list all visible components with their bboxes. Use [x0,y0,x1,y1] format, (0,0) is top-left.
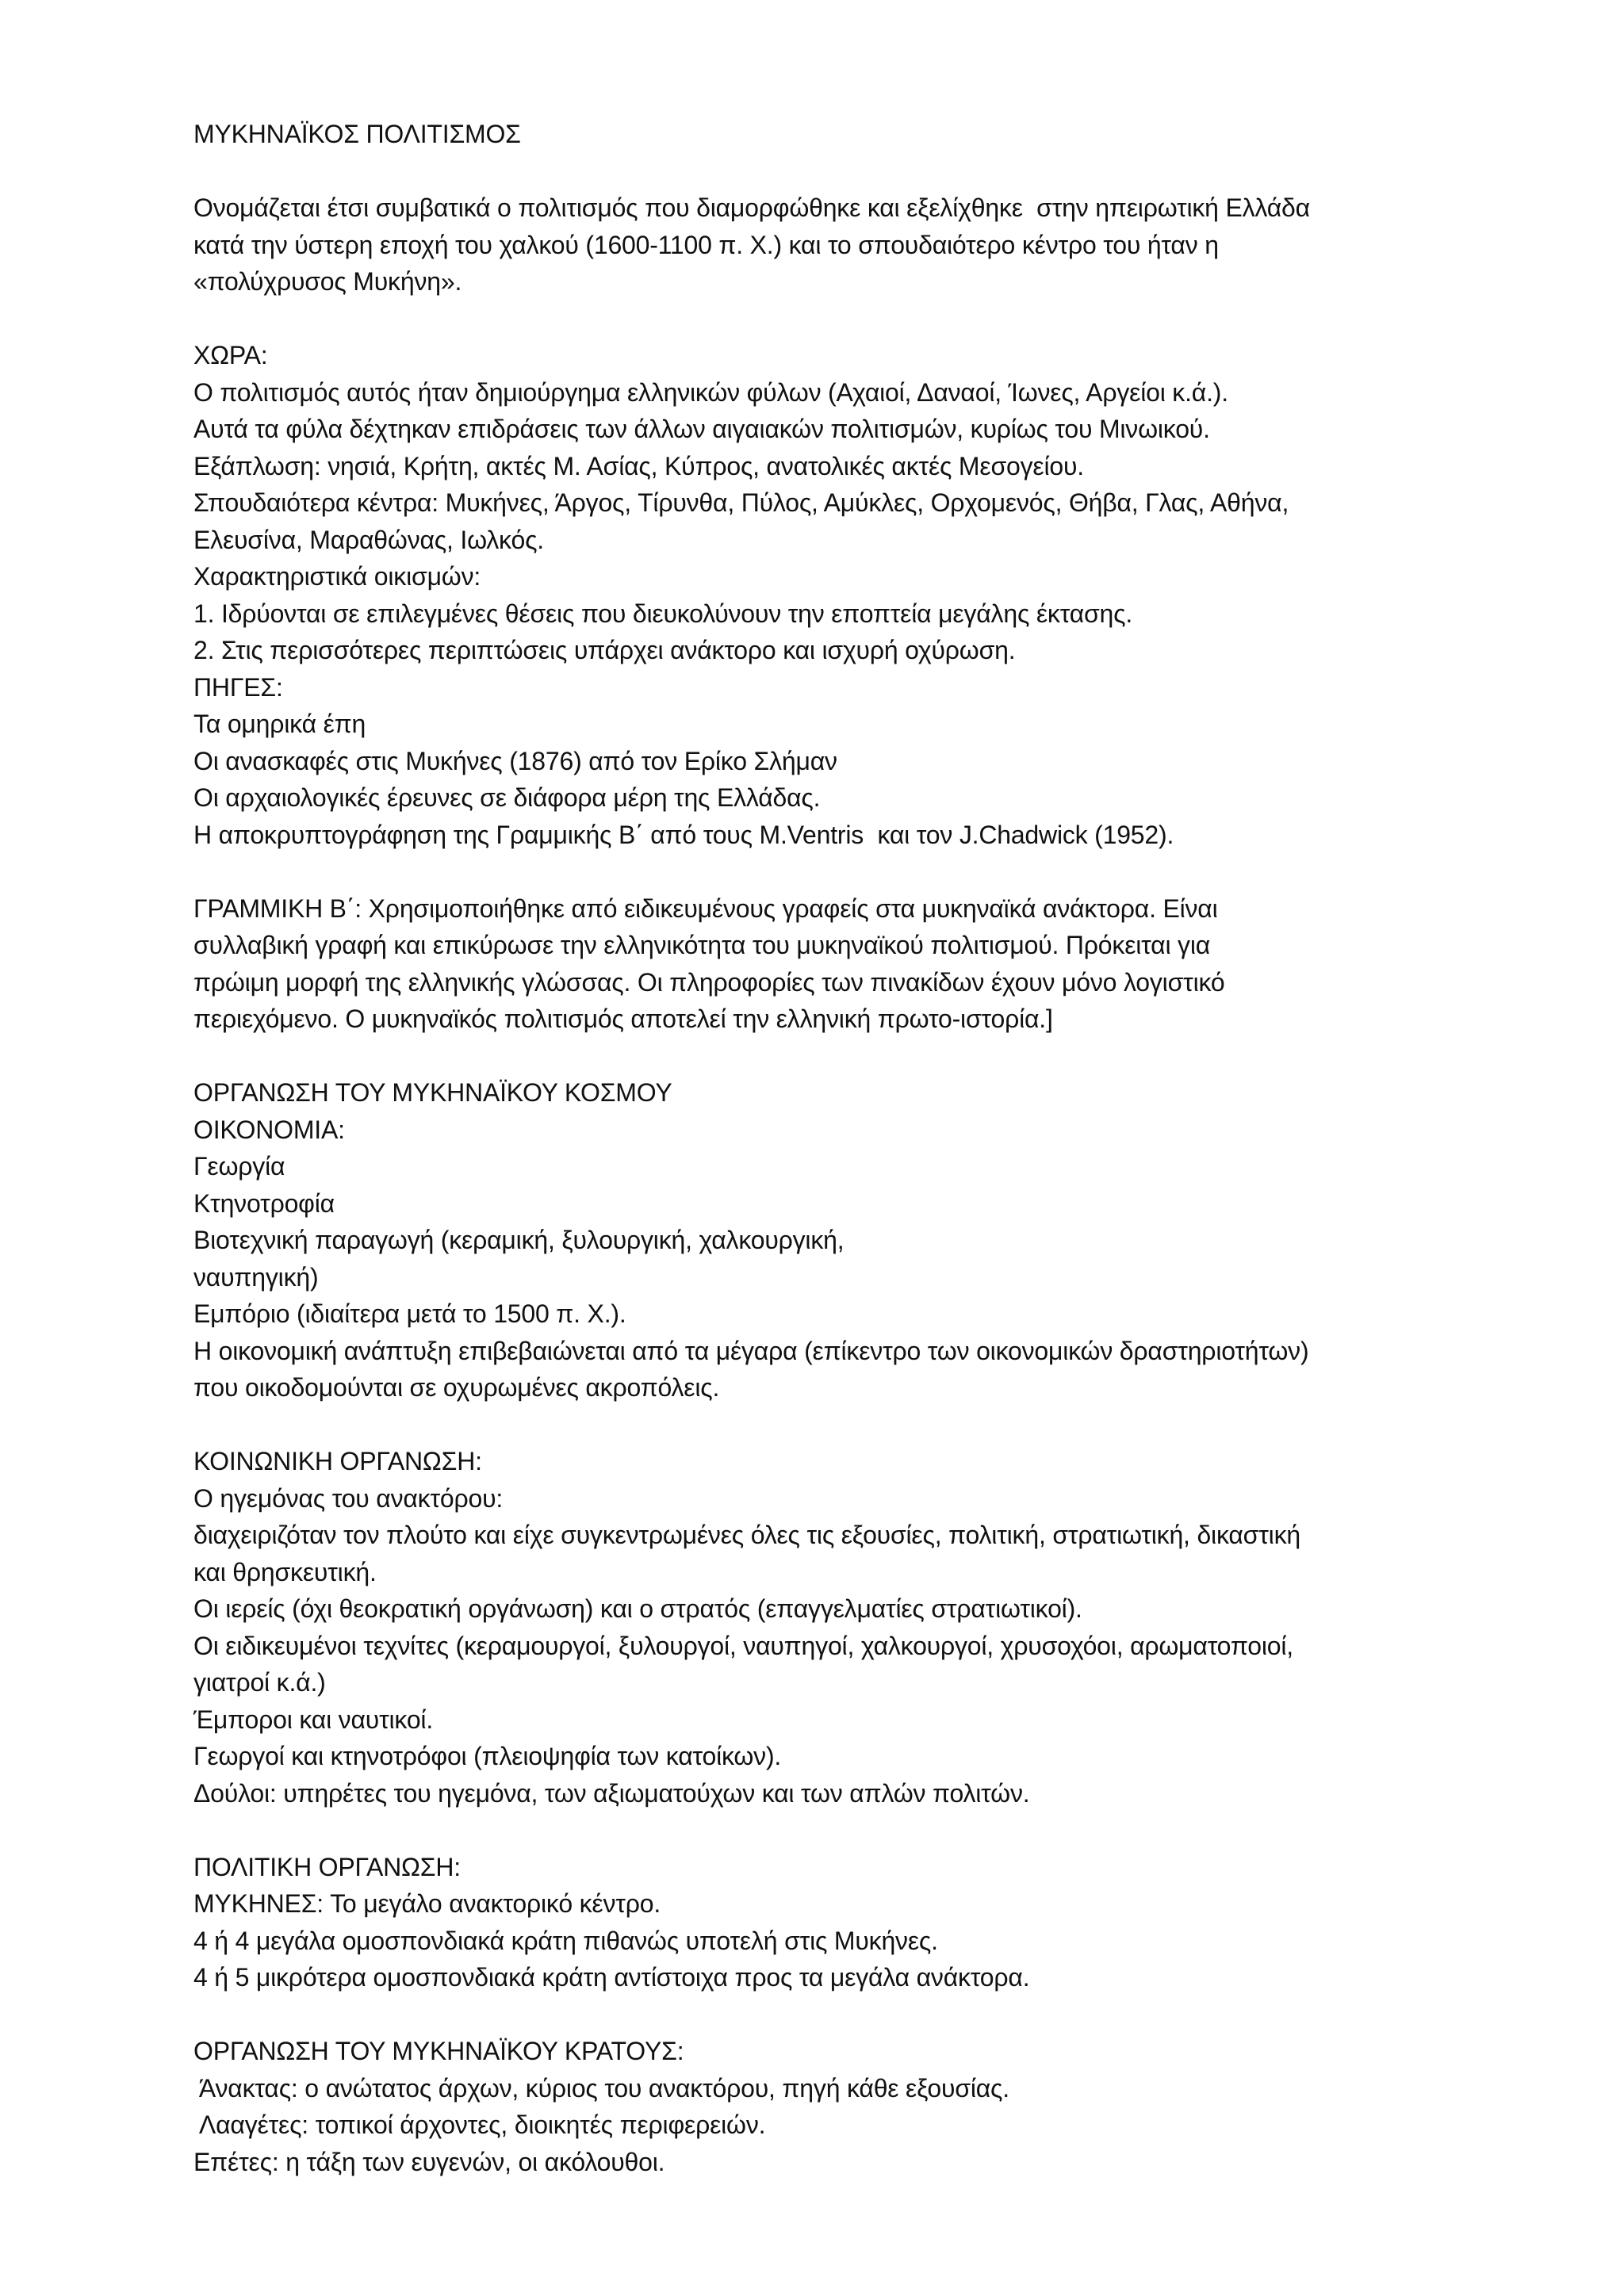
section-heading: ΠΗΓΕΣ: [193,672,283,702]
text-line: Η οικονομική ανάπτυξη επιβεβαιώνεται από τα μέγαρα (επίκεντρο των οικονομικών δραστηριοτήτων) [193,1336,1309,1365]
text-line: Κτηνοτροφία [193,1188,335,1218]
list-item: 2. Στις περισσότερες περιπτώσεις υπάρχει ανάκτορο και ισχυρή οχύρωση. [193,636,1016,664]
section-chora [193,337,1478,853]
section-heading: ΚΟΙΝΩΝΙΚΗ ΟΡΓΑΝΩΣΗ: [193,1447,482,1475]
section-organosi [193,1074,1478,1406]
text-line: Οι ειδικευμένοι τεχνίτες (κεραμουργοί, ξυλουργοί, ναυπηγοί, χαλκουργοί, χρυσοχόοι, αρωματοποιοί, [193,1631,1293,1660]
blank-line [193,300,1478,338]
text-line: Δούλοι: υπηρέτες του ηγεμόνα, των αξιωματούχων και των απλών πολιτών. [193,1778,1030,1808]
text-line: διαχειριζόταν τον πλούτο και είχε συγκεντρωμένες όλες τις εξουσίες, πολιτική, στρατιωτική, δικαστική [193,1521,1300,1549]
text-line: Ελευσίνα, Μαραθώνας, Ιωλκός. [193,525,544,554]
section-grammiki [193,890,1478,1038]
text-line: πρώιμη μορφή της ελληνικής γλώσσας. Οι πληροφορίες των πινακίδων έχουν μόνο λογιστικό [193,967,1225,997]
text-line: Τα ομηρικά έπη [193,710,366,738]
text-line: 4 ή 4 μεγάλα ομοσπονδιακά κράτη πιθανώς υποτελή στις Μυκήνες. [193,1926,938,1955]
blank-line [193,1406,1478,1444]
section-heading: ΟΡΓΑΝΩΣΗ ΤΟΥ ΜΥΚΗΝΑΪΚΟΥ ΚΟΣΜΟΥ [193,1078,672,1107]
blank-line [193,1812,1478,1849]
text-line: Έμποροι και ναυτικοί. [193,1705,434,1734]
section-politiki [193,1849,1478,1996]
text-line: κατά την ύστερη εποχή του χαλκού (1600-1100 π. Χ.) και το σπουδαιότερο κέντρο του ήταν η [193,230,1219,259]
text-line: Γεωργία [193,1152,285,1181]
text-line: Άνακτας: ο ανώτατος άρχων, κύριος του ανακτόρου, πηγή κάθε εξουσίας. [193,2073,1009,2103]
text-line: και θρησκευτική. [193,1557,377,1586]
section-heading: ΠΟΛΙΤΙΚΗ ΟΡΓΑΝΩΣΗ: [193,1852,461,1881]
document-page [193,116,1478,2180]
text-line: Σπουδαιότερα κέντρα: Μυκήνες, Άργος, Τίρυνθα, Πύλος, Αμύκλες, Ορχομενός, Θήβα, Γλας, Αθήνα, [193,488,1289,517]
text-line: 4 ή 5 μικρότερα ομοσπονδιακά κράτη αντίστοιχα προς τα μεγάλα ανάκτορα. [193,1963,1030,1992]
text-line: Εμπόριο (ιδιαίτερα μετά το 1500 π. Χ.). [193,1299,626,1328]
text-line: Ο πολιτισμός αυτός ήταν δημιούργημα ελληνικών φύλων (Αχαιοί, Δαναοί, Ίωνες, Αργείοι κ.ά.). [193,377,1228,407]
text-line: Βιοτεχνική παραγωγή (κεραμική, ξυλουργική, χαλκουργική, [193,1226,845,1254]
list-item: 1. Ιδρύονται σε επιλεγμένες θέσεις που διευκολύνουν την εποπτεία μεγάλης έκτασης. [193,599,1133,628]
text-line: ΜΥΚΗΝΕΣ: Το μεγάλο ανακτορικό κέντρο. [193,1889,661,1918]
blank-line [193,853,1478,890]
section-heading: ΟΡΓΑΝΩΣΗ ΤΟΥ ΜΥΚΗΝΑΪΚΟΥ ΚΡΑΤΟΥΣ: [193,2037,684,2065]
text-line: Οι ανασκαφές στις Μυκήνες (1876) από τον Ερίκο Σλήμαν [193,746,837,775]
document-title: ΜΥΚΗΝΑΪΚΟΣ ΠΟΛΙΤΙΣΜΟΣ [193,120,521,148]
blank-line [193,153,1478,190]
text-line: «πολύχρυσος Μυκήνη». [193,267,462,296]
text-line: Η αποκρυπτογράφηση της Γραμμικής Β΄ από τους M.Ventris και τον J.Chadwick (1952). [193,820,1174,849]
section-heading: ΧΩΡΑ: [193,341,268,369]
text-line: Επέτες: η τάξη των ευγενών, οι ακόλουθοι. [193,2147,665,2176]
blank-line [193,1996,1478,2034]
blank-line [193,1038,1478,1075]
text-line: Ονομάζεται έτσι συμβατικά ο πολιτισμός που διαμορφώθηκε και εξελίχθηκε στην ηπειρωτική Ελλάδα [193,193,1310,222]
text-line: γιατροί κ.ά.) [193,1668,326,1697]
section-heading: ΟΙΚΟΝΟΜΙΑ: [193,1115,345,1144]
text-line: ναυπηγική) [193,1262,319,1292]
text-line: Χαρακτηριστικά οικισμών: [193,562,481,591]
text-line: Οι ιερείς (όχι θεοκρατική οργάνωση) και ο στρατός (επαγγελματίες στρατιωτικοί). [193,1594,1082,1623]
intro-paragraph [193,189,1478,300]
text-line: Λααγέτες: τοπικοί άρχοντες, διοικητές περιφερειών. [193,2110,766,2139]
text-line: Ο ηγεμόνας του ανακτόρου: [193,1483,504,1513]
text-line: συλλαβική γραφή και επικύρωσε την ελληνικότητα του μυκηναϊκού πολιτισμού. Πρόκειται για [193,931,1211,959]
section-koinoniki [193,1443,1478,1812]
text-line: ΓΡΑΜΜΙΚΗ Β΄: Χρησιμοποιήθηκε από ειδικευμένους γραφείς στα μυκηναϊκά ανάκτορα. Είναι [193,894,1218,923]
text-line: Οι αρχαιολογικές έρευνες σε διάφορα μέρη της Ελλάδας. [193,783,821,812]
text-line: που οικοδομούνται σε οχυρωμένες ακροπόλεις. [193,1373,720,1402]
text-line: Γεωργοί και κτηνοτρόφοι (πλειοψηφία των κατοίκων). [193,1742,782,1770]
text-line: Αυτά τα φύλα δέχτηκαν επιδράσεις των άλλων αιγαιακών πολιτισμών, κυρίως του Μινωικού. [193,415,1210,443]
text-line: Εξάπλωση: νησιά, Κρήτη, ακτές Μ. Ασίας, Κύπρος, ανατολικές ακτές Μεσογείου. [193,451,1084,480]
section-kratos [193,2033,1478,2180]
text-line: περιεχόμενο. Ο μυκηναϊκός πολιτισμός αποτελεί την ελληνική πρωτο-ιστορία.] [193,1004,1053,1033]
